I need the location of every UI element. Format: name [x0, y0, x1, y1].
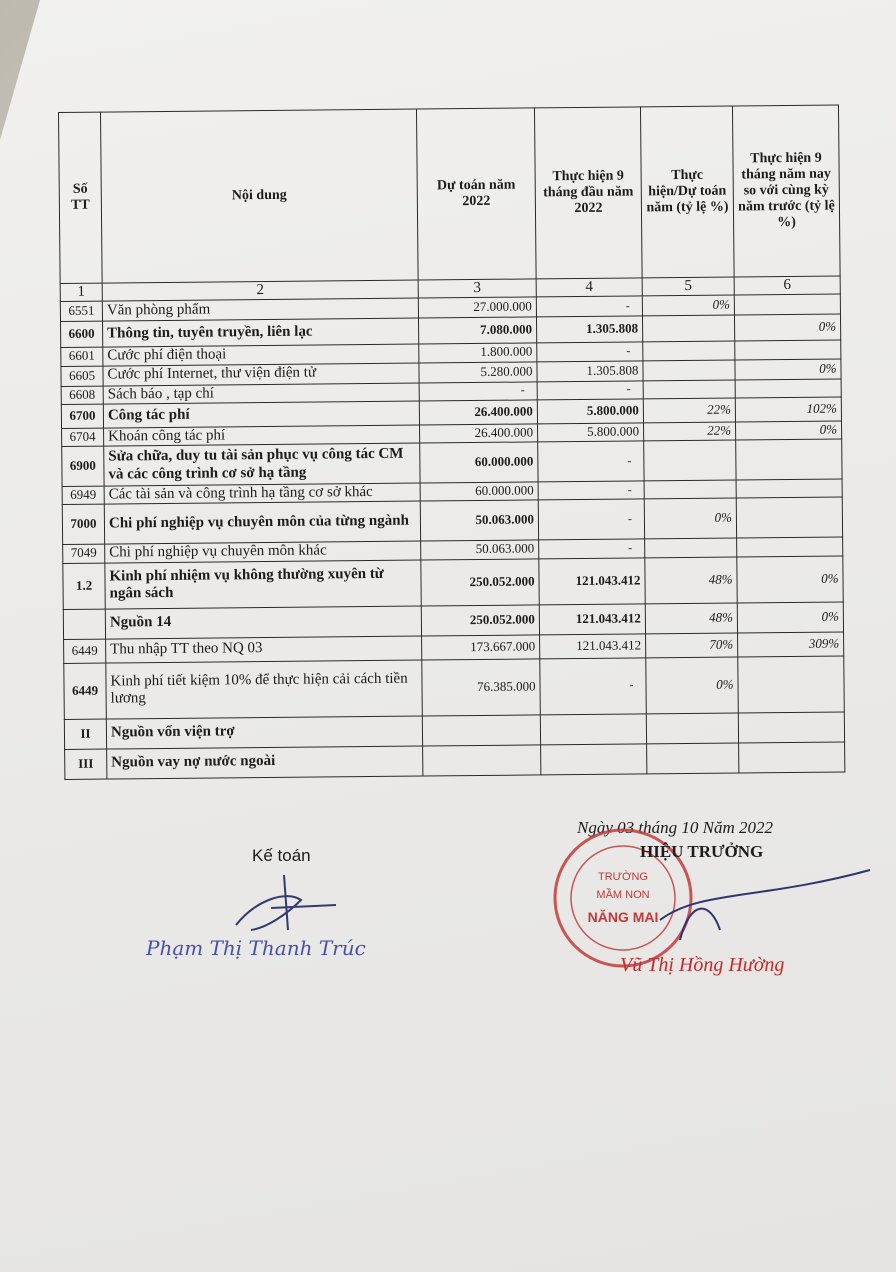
row-description-cell: Sửa chữa, duy tu tài sản phục vụ công tác CM và các công trình cơ sở hạ tầng	[104, 443, 420, 486]
principal-title: HIỆU TRƯỞNG	[640, 842, 764, 861]
row-yoy-cell: 0%	[737, 601, 843, 632]
header-row	[59, 105, 841, 283]
svg-text:MẦM NON: MẦM NON	[596, 889, 650, 901]
row-actual-cell: 121.043.412	[539, 557, 645, 604]
row-yoy-cell	[736, 479, 842, 498]
row-yoy-cell	[739, 741, 845, 772]
row-ratio-cell	[647, 742, 739, 773]
row-code-cell: 1.2	[63, 563, 105, 609]
row-description-cell: Thông tin, tuyên truyền, liên lạc	[103, 318, 419, 347]
index-cell: 3	[418, 279, 536, 298]
row-code-cell: 6449	[64, 639, 106, 663]
row-code-cell: 7049	[63, 544, 105, 563]
row-actual-cell: -	[540, 657, 647, 714]
row-actual-cell: -	[539, 539, 645, 558]
row-description-cell: Cước phí điện thoại	[103, 344, 419, 365]
row-budget-cell: 7.080.000	[418, 317, 536, 344]
row-ratio-cell: 70%	[646, 633, 738, 658]
row-budget-cell	[422, 714, 540, 745]
row-code-cell: 6700	[61, 404, 103, 428]
row-code-cell: 6704	[62, 428, 104, 447]
row-actual-cell: -	[536, 296, 642, 317]
table-row	[63, 555, 843, 608]
row-description-cell: Chi phí nghiệp vụ chuyên môn của từng ngành	[104, 501, 420, 544]
row-ratio-cell: 22%	[643, 398, 735, 423]
row-actual-cell: -	[538, 499, 644, 540]
document-date: Ngày 03 tháng 10 Năm 2022	[577, 818, 773, 837]
row-yoy-cell: 0%	[735, 358, 841, 379]
row-yoy-cell	[736, 439, 842, 480]
index-cell: 4	[536, 278, 642, 297]
row-yoy-cell: 309%	[738, 631, 844, 656]
row-actual-cell: -	[537, 342, 643, 361]
row-ratio-cell: 48%	[645, 557, 737, 604]
row-ratio-cell: 0%	[646, 657, 739, 714]
row-ratio-cell	[644, 440, 736, 481]
index-cell: 1	[60, 283, 102, 302]
row-yoy-cell	[734, 294, 840, 315]
row-ratio-cell	[644, 480, 736, 499]
accountant-signature	[226, 870, 346, 940]
row-ratio-cell: 48%	[645, 603, 737, 634]
row-ratio-cell	[646, 712, 738, 743]
header-cell: Nội dung	[101, 109, 419, 283]
row-code-cell: II	[64, 719, 106, 749]
row-budget-cell: 60.000.000	[420, 482, 538, 501]
row-description-cell: Công tác phí	[103, 401, 419, 428]
index-cell: 2	[102, 280, 418, 301]
row-budget-cell: 27.000.000	[418, 297, 536, 318]
row-ratio-cell: 0%	[642, 295, 734, 316]
row-yoy-cell: 0%	[736, 421, 842, 440]
row-yoy-cell	[736, 497, 842, 538]
row-code-cell: 6949	[62, 486, 104, 505]
row-description-cell: Khoán công tác phí	[104, 425, 420, 446]
svg-text:TRƯỜNG: TRƯỜNG	[598, 871, 648, 883]
row-actual-cell: 5.800.000	[537, 399, 643, 424]
row-yoy-cell: 0%	[734, 314, 840, 341]
row-yoy-cell	[738, 655, 845, 712]
row-actual-cell: 1.305.808	[536, 316, 642, 343]
row-budget-cell: 173.667.000	[422, 634, 540, 659]
row-code-cell: 6605	[61, 366, 103, 386]
row-budget-cell: 250.052.000	[421, 604, 539, 635]
row-code-cell: 6551	[60, 301, 102, 321]
row-actual-cell: -	[537, 380, 643, 399]
row-code-cell: 6900	[62, 446, 104, 486]
row-ratio-cell	[643, 341, 735, 360]
row-budget-cell: 50.063.000	[420, 500, 538, 541]
row-actual-cell: 1.305.808	[537, 360, 643, 381]
row-budget-cell: 60.000.000	[420, 442, 538, 483]
accountant-name: Phạm Thị Thanh Trúc	[146, 936, 366, 960]
row-yoy-cell	[735, 340, 841, 359]
row-code-cell: 7000	[62, 504, 104, 544]
row-yoy-cell	[738, 711, 844, 742]
row-budget-cell: 26.400.000	[420, 424, 538, 443]
row-budget-cell: 76.385.000	[422, 658, 541, 715]
row-code-cell: III	[65, 749, 107, 779]
svg-text:NĂNG MAI: NĂNG MAI	[587, 909, 659, 925]
header-cell: Số TT	[59, 112, 103, 283]
principal-name: Vũ Thị Hồng Hường	[620, 954, 785, 976]
row-budget-cell: 1.800.000	[419, 343, 537, 362]
accountant-title: Kế toán	[252, 846, 311, 865]
row-actual-cell	[541, 743, 647, 774]
row-budget-cell: 26.400.000	[419, 400, 537, 425]
row-actual-cell: -	[538, 441, 644, 482]
row-budget-cell: 250.052.000	[421, 558, 539, 605]
row-actual-cell: 121.043.412	[539, 603, 645, 634]
report-table	[58, 105, 845, 780]
row-budget-cell	[423, 744, 541, 775]
row-actual-cell: 5.800.000	[538, 423, 644, 442]
row-description-cell: Các tài sản và công trình hạ tầng cơ sở khác	[104, 483, 420, 504]
row-description-cell: Thu nhập TT theo NQ 03	[106, 636, 422, 663]
row-code-cell: 6600	[61, 321, 103, 347]
row-code-cell: 6608	[61, 386, 103, 405]
row-actual-cell	[540, 713, 646, 744]
row-budget-cell: -	[419, 381, 537, 400]
row-ratio-cell	[645, 538, 737, 557]
principal-signature	[640, 860, 890, 960]
row-ratio-cell	[643, 360, 735, 381]
row-description-cell: Kinh phí tiết kiệm 10% để thực hiện cải cách tiền lương	[106, 660, 423, 719]
header-cell: Thực hiện 9 tháng đầu năm 2022	[534, 107, 642, 279]
row-description-cell: Nguồn 14	[105, 606, 421, 639]
row-budget-cell: 50.063.000	[421, 540, 539, 559]
row-description-cell: Chi phí nghiệp vụ chuyên môn khác	[105, 541, 421, 562]
row-description-cell: Cước phí Internet, thư viện điện tử	[103, 363, 419, 386]
row-yoy-cell: 0%	[737, 555, 843, 602]
table-row	[64, 655, 845, 718]
row-code-cell: 6601	[61, 347, 103, 366]
row-ratio-cell: 0%	[644, 498, 736, 539]
header-cell: Dự toán năm 2022	[416, 108, 536, 280]
row-description-cell: Nguồn vốn viện trợ	[106, 716, 422, 749]
row-description-cell: Nguồn vay nợ nước ngoài	[107, 746, 423, 779]
row-ratio-cell	[642, 315, 734, 342]
row-description-cell: Văn phòng phẩm	[102, 298, 418, 321]
row-ratio-cell	[643, 380, 735, 399]
row-budget-cell: 5.280.000	[419, 361, 537, 382]
row-yoy-cell	[737, 537, 843, 556]
row-description-cell: Sách báo , tạp chí	[103, 383, 419, 404]
index-cell: 6	[734, 276, 840, 295]
row-code-cell	[63, 609, 105, 639]
row-code-cell: 6449	[64, 663, 107, 719]
row-actual-cell: 121.043.412	[540, 633, 646, 658]
row-yoy-cell	[735, 378, 841, 397]
header-cell: Thực hiện/Dự toán năm (tỷ lệ %)	[640, 106, 734, 278]
row-description-cell: Kinh phí nhiệm vụ không thường xuyên từ ngân sách	[105, 560, 421, 609]
index-cell: 5	[642, 277, 734, 296]
header-cell: Thực hiện 9 tháng năm nay so với cùng kỳ năm trước (tỷ lệ %)	[732, 105, 840, 277]
row-ratio-cell: 22%	[644, 422, 736, 441]
row-yoy-cell: 102%	[735, 397, 841, 422]
row-actual-cell: -	[538, 481, 644, 500]
